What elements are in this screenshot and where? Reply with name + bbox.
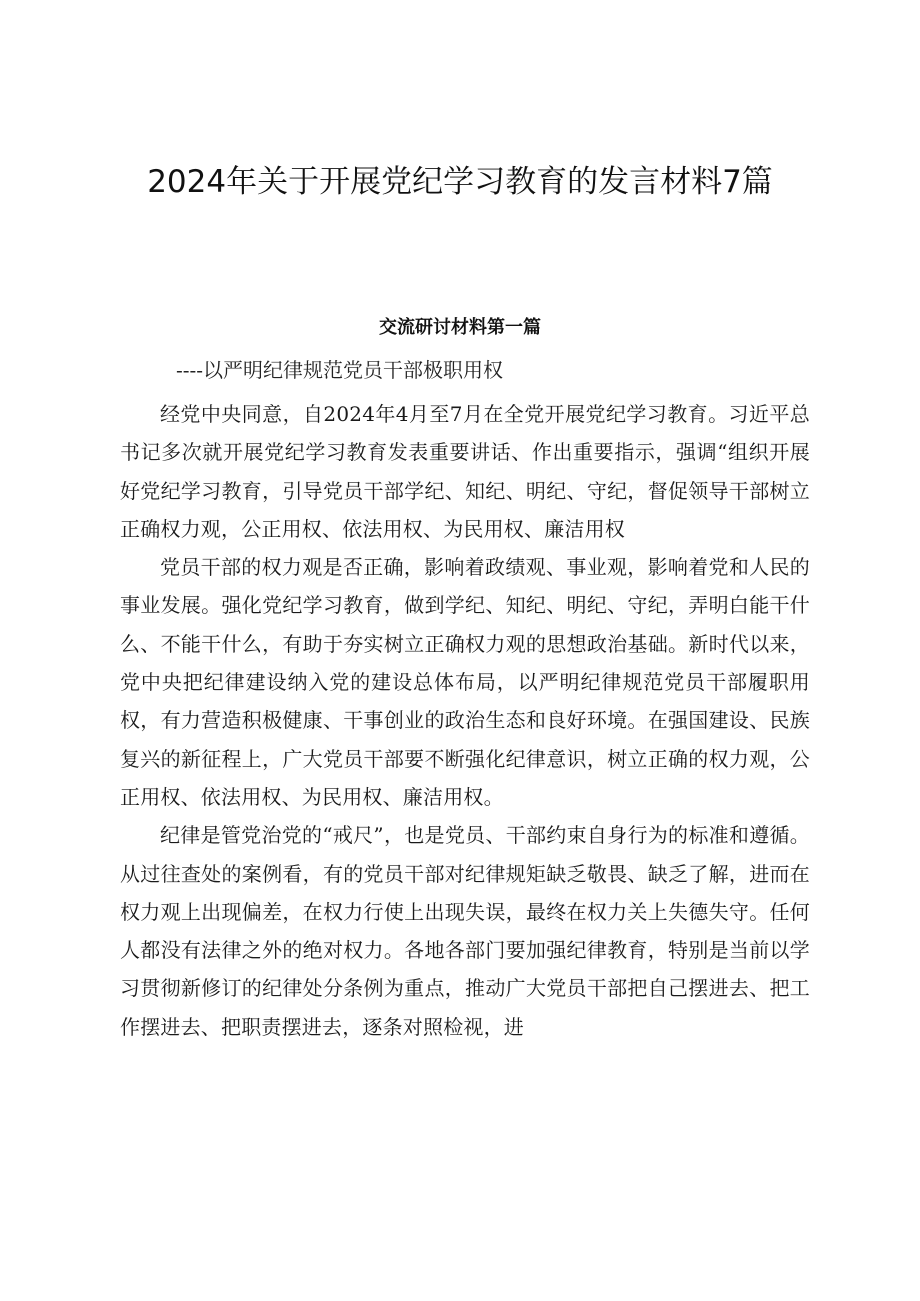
section-subtitle: ----以严明纪律规范党员干部极职用权: [176, 358, 504, 382]
body-text: [120, 395, 810, 1046]
paragraph-2: 党员干部的权力观是否正确，影响着政绩观、事业观，影响着党和人民的事业发展。强化党纪学习教育，做到学纪、知纪、明纪、守纪，弄明白能干什么、不能干什么，有助于夯实树立正确权力观的思想政治基础。新时代以来，党中央把纪律建设纳入党的建设总体布局，以严明纪律规范党员干部履职用权，有力营造积极健康、干事创业的政治生态和良好环境。在强国建设、民族复兴的新征程上，广大党员干部要不断强化纪律意识，树立正确的权力观，公正用权、依法用权、为民用权、廉洁用权。: [120, 555, 810, 809]
document-title: 2024年关于开展党纪学习教育的发言材料7篇: [147, 164, 773, 200]
paragraph-1: 经党中央同意，自2024年4月至7月在全党开展党纪学习教育。习近平总书记多次就开展党纪学习教育发表重要讲话、作出重要指示，强调“组织开展好党纪学习教育，引导党员干部学纪、知纪、明纪、守纪，督促领导干部树立正确权力观，公正用权、依法用权、为民用权、廉洁用权: [120, 402, 810, 541]
paragraph-3: 纪律是管党治党的“戒尺”，也是党员、干部约束自身行为的标准和遵循。从过往查处的案例看，有的党员干部对纪律规矩缺乏敬畏、缺乏了解，进而在权力观上出现偏差，在权力行使上出现失误，最终在权力关上失德失守。任何人都没有法律之外的绝对权力。各地各部门要加强纪律教育，特别是当前以学习贯彻新修订的纪律处分条例为重点，推动广大党员干部把自己摆进去、把工作摆进去、把职责摆进去，逐条对照检视，进: [120, 823, 810, 1039]
section-heading: 交流研讨材料第一篇: [379, 317, 541, 338]
